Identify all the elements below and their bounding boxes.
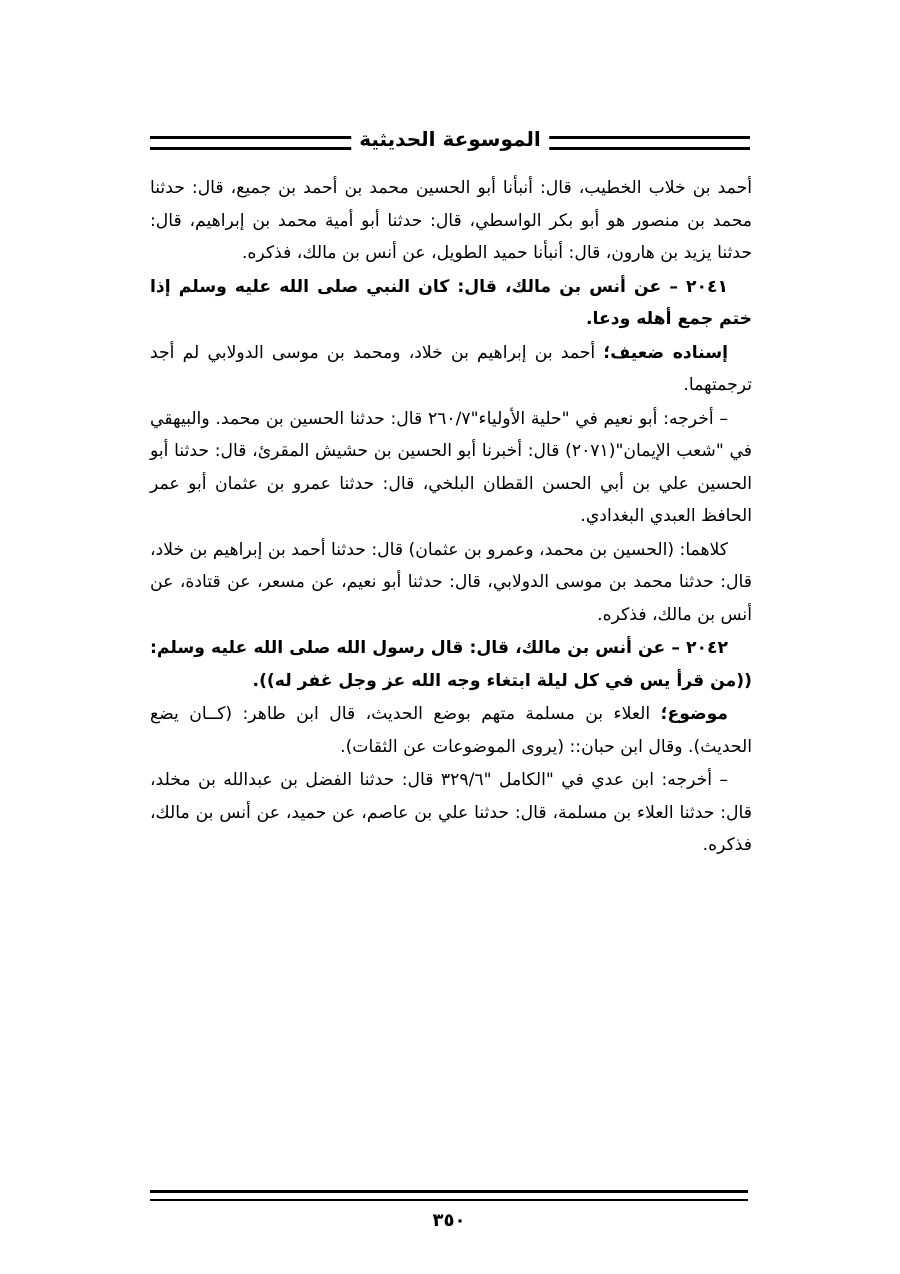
footer-rule: [150, 1190, 748, 1201]
header-rule-left: [150, 136, 380, 150]
page-body: [150, 172, 752, 863]
page-number: ٣٥٠: [432, 1210, 466, 1231]
grading-text: أحمد بن إبراهيم بن خلاد، ومحمد بن موسى الدولابي لم أجد ترجمتهما.: [150, 342, 752, 395]
grading-text: العلاء بن مسلمة متهم بوضع الحديث، قال ابن طاهر: (كــان يضع الحديث). وقال ابن حبان:: (يروى الموضوعات عن الثقات).: [150, 704, 752, 757]
hadith-2042: ٢٠٤٢ – عن أنس بن مالك، قال: قال رسول الله صلى الله عليه وسلم: ((من قرأ يس في كل ليلة ابتغاء وجه الله عز وجل غفر له)).: [150, 638, 752, 691]
grading-2042: [150, 698, 752, 763]
hadith-2041: ٢٠٤١ – عن أنس بن مالك، قال: كان النبي صلى الله عليه وسلم إذا ختم جمع أهله ودعا.: [150, 276, 752, 329]
running-title: الموسوعة الحديثية: [351, 126, 549, 152]
grading-label: موضوع؛: [660, 704, 728, 724]
grading-2041: [150, 337, 752, 402]
takhrij-2042: – أخرجه: ابن عدي في "الكامل "٣٢٩/٦ قال: حدثنا الفضل بن عبدالله بن مخلد، قال: حدثنا العلاء بن مسلمة، قال: حدثنا علي بن عاصم، عن حميد، عن أنس بن مالك، فذكره.: [150, 770, 752, 855]
paragraph-isnad-continuation: أحمد بن خلاب الخطيب، قال: أنبأنا أبو الحسين محمد بن أحمد بن جميع، قال: حدثنا محمد بن منصور هو أبو بكر الواسطي، قال: حدثنا أبو أمية محمد بن إبراهيم، قال: حدثنا يزيد بن هارون، قال: أنبأنا حميد الطويل، عن أنس بن مالك، فذكره.: [150, 178, 752, 263]
header-rule-right: [520, 136, 750, 150]
grading-label: إسناده ضعيف؛: [603, 342, 728, 363]
summary-2041: كلاهما: (الحسين بن محمد، وعمرو بن عثمان) قال: حدثنا أحمد بن إبراهيم بن خلاد، قال: حدثنا محمد بن موسى الدولابي، قال: حدثنا أبو نعيم، عن مسعر، عن قتادة، عن أنس بن مالك، فذكره.: [150, 539, 752, 625]
page-header: [150, 126, 750, 154]
takhrij-2041: – أخرجه: أبو نعيم في "حلية الأولياء"٢٦٠/٧ قال: حدثنا الحسين بن محمد. والبيهقي في "شعب الإيمان"(٢٠٧١) قال: أخبرنا أبو الحسين بن حشيش المقرئ، قال: حدثنا أبو الحسين علي بن أبي الحسن القطان البلخي، قال: حدثنا عمرو بن عثمان أبو عمر الحافظ العبدي البغدادي.: [150, 408, 752, 526]
